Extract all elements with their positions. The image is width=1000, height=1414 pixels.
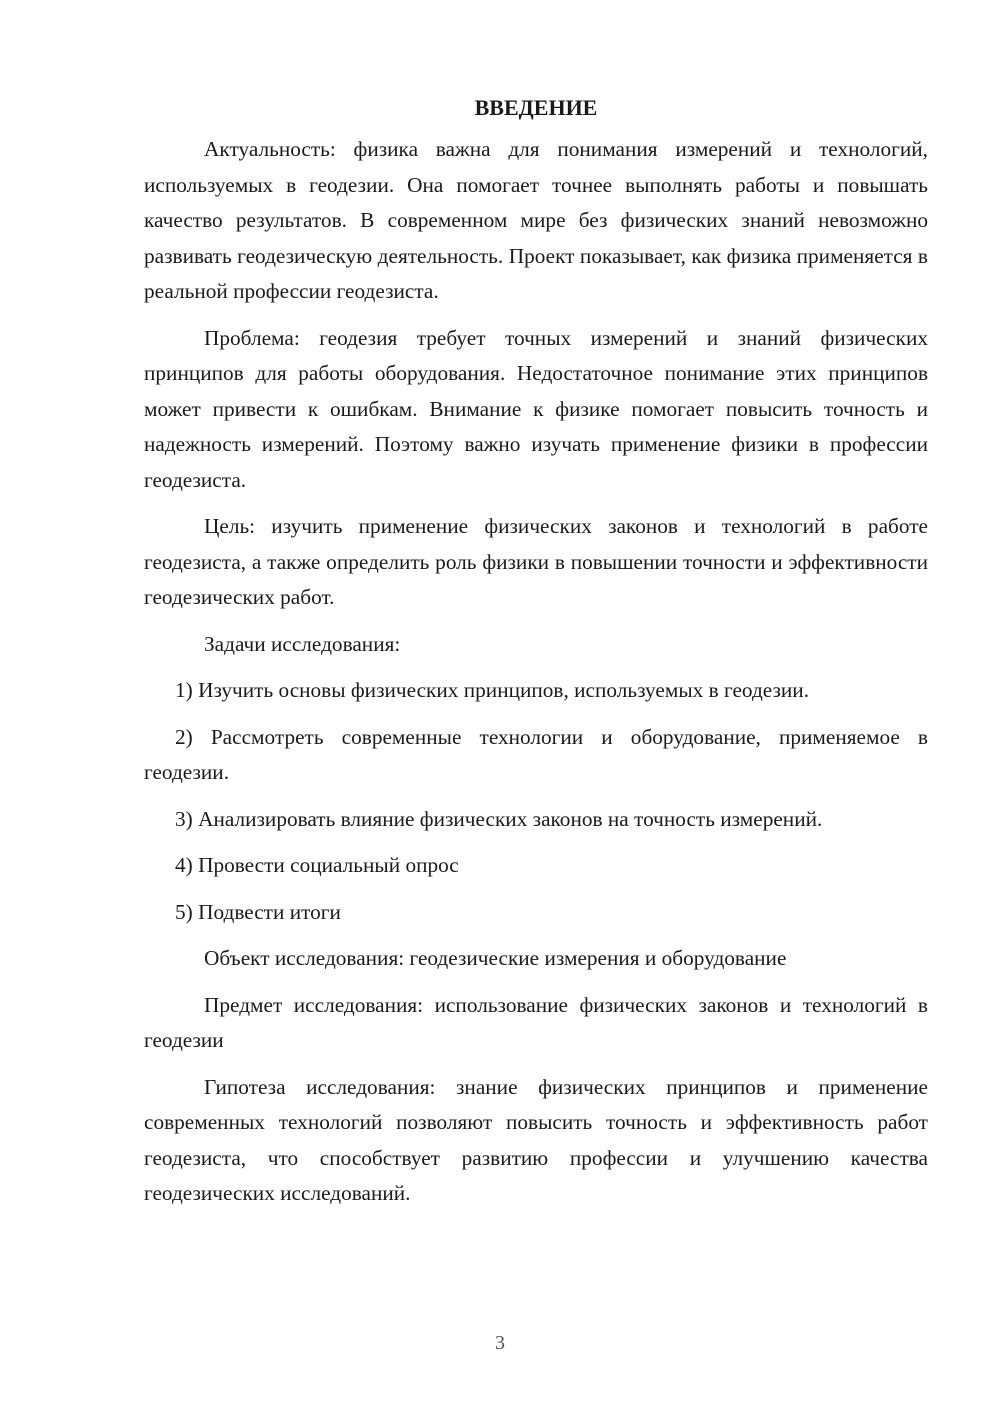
task-item-4: 4) Провести социальный опрос bbox=[175, 853, 459, 877]
paragraph-goal: Цель: изучить применение физических законов и технологий в работе геодезиста, а также определить роль физики в повышении точности и эффективности геодезических работ. bbox=[144, 514, 928, 609]
task-item-3: 3) Анализировать влияние физических законов на точность измерений. bbox=[175, 806, 823, 831]
paragraph-tasks-heading: Задачи исследования: bbox=[204, 631, 401, 656]
section-title: ВВЕДЕНИЕ bbox=[474, 95, 598, 120]
paragraph-subject: Предмет исследования: использование физических законов и технологий в геодезии bbox=[144, 992, 928, 1052]
document-page bbox=[144, 90, 928, 1223]
paragraph-object: Объект исследования: геодезические измерения и оборудование bbox=[204, 946, 787, 970]
task-item-5: 5) Подвести итоги bbox=[175, 899, 341, 924]
task-item-2: 2) Рассмотреть современные технологии и оборудование, применяемое в геодезии. bbox=[144, 724, 928, 784]
paragraph-problem: Проблема: геодезия требует точных измерений и знаний физических принципов для работы оборудования. Недостаточное понимание этих принципов может привести к ошибкам. Внимание к физике помогает повысить точность и надежность измерений. Поэтому важно изучать применение физики в профессии геодезиста. bbox=[144, 325, 928, 492]
paragraph-hypothesis: Гипотеза исследования: знание физических принципов и применение современных технологий позволяют повысить точность и эффективность работ геодезиста, что способствует развитию профессии и улучшению качества геодезических исследований. bbox=[144, 1074, 928, 1205]
task-item-1: 1) Изучить основы физических принципов, используемых в геодезии. bbox=[175, 678, 810, 702]
paragraph-relevance: Актуальность: физика важна для понимания измерений и технологий, используемых в геодезии. Она помогает точнее выполнять работы и повышать качество результатов. В современном мире без физических знаний невозможно развивать геодезическую деятельность. Проект показывает, как физика применяется в реальной профессии геодезиста. bbox=[144, 137, 928, 303]
page-number: 3 bbox=[495, 1332, 505, 1354]
